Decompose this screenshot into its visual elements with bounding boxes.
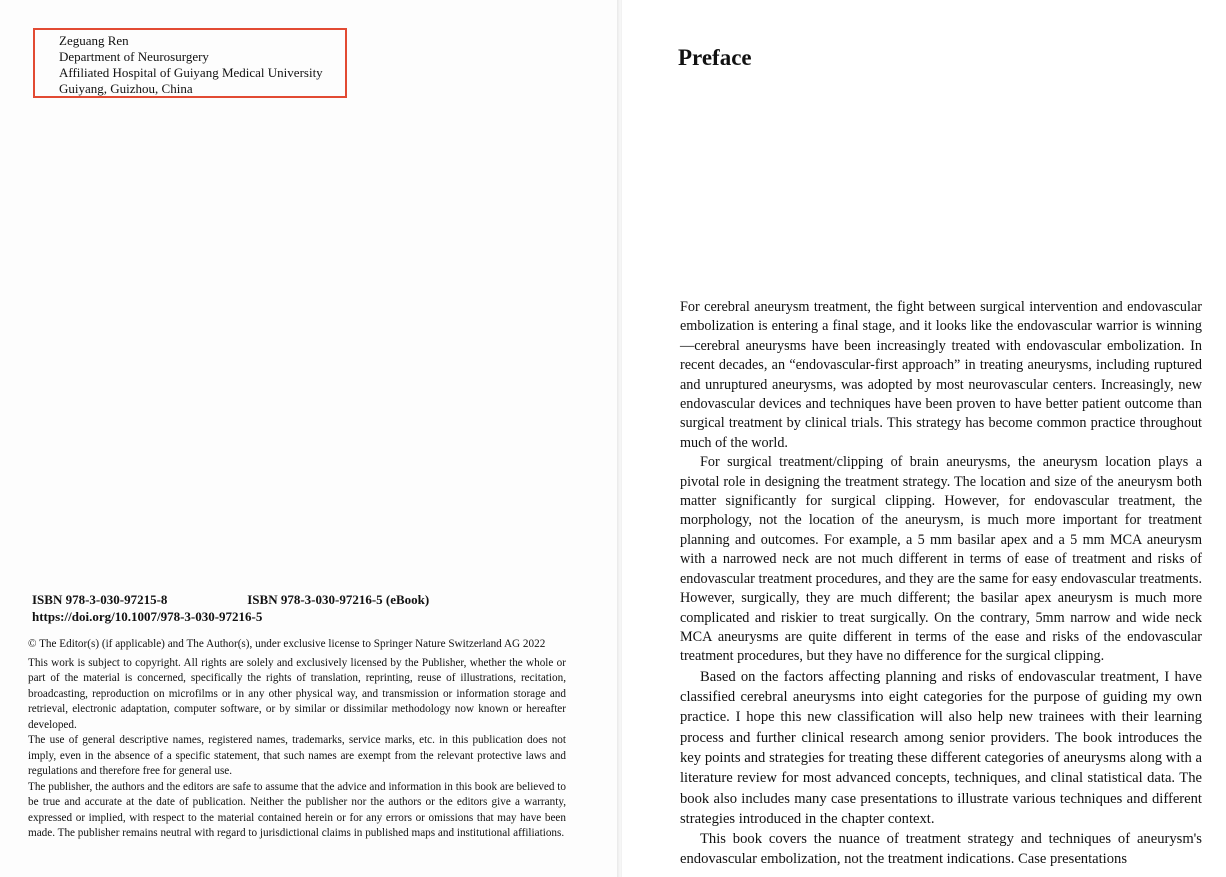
copyright-paragraph: The publisher, the authors and the editors are safe to assume that the advice and information in this book are believed to be true and accurate at the date of publication. Neither the publisher nor the authors or the editors give a warranty, expressed or implied, with respect to the material contained herein or for any errors or omissions that may have been made. The publisher remains neutral with regard to jurisdictional claims in published maps and institutional affiliations.	[28, 780, 566, 839]
preface-paragraph: Based on the factors affecting planning and risks of endovascular treatment, I have classified cerebral aneurysms into eight categories for the purpose of guiding my own practice. I hope this new classification will also help new trainees with their learning process and further clinical research among senior providers. The book introduces the key points and strategies for treating these different categories of aneurysms along with a literature review for most advanced concepts, techniques, and clinal statistical data. The book also includes many case presentations to illustrate various techniques and different strategies introduced in the chapter context.	[680, 668, 1202, 827]
copyright-line: © The Editor(s) (if applicable) and The Author(s), under exclusive license to Springer Nature Switzerland AG 2022	[28, 638, 546, 650]
author-name: Zeguang Ren	[59, 33, 129, 48]
isbn-ebook: ISBN 978-3-030-97216-5 (eBook)	[247, 592, 430, 607]
isbn-block	[32, 591, 572, 625]
preface-paragraph: For surgical treatment/clipping of brain aneurysms, the aneurysm location plays a pivotal role in designing the treatment strategy. The location and size of the aneurysm both matter significantly for surgical clipping. However, for endovascular treatment, the morphology, not the location of the aneurysm, is much more important for treatment planning and outcomes. For example, a 5 mm basilar apex and a 5 mm MCA aneurysm with a narrowed neck are not much different in terms of ease of treatment and risks of endovascular treatment procedures, and they are the same for easy endovascular treatments. However, surgically, they are much different; the basilar apex aneurysm is much more complicated and riskier to treat surgically. On the contrary, 5mm narrow and wide neck MCA aneurysms are quite different in terms of the ease and risks of the endovascular treatment procedures, but they have no difference for the surgical clipping.	[680, 454, 1202, 665]
page-title: Preface	[678, 45, 752, 70]
hospital: Affiliated Hospital of Guiyang Medical University	[59, 65, 323, 80]
preface-paragraph: This book covers the nuance of treatment strategy and techniques of aneurysm's endovascular embolization, not the treatment indications. Case presentations	[680, 831, 1202, 868]
copyright-paragraph: This work is subject to copyright. All rights are solely and exclusively licensed by the Publisher, whether the whole or part of the material is concerned, specifically the rights of translation, reprinting, reuse of illustrations, recitation, broadcasting, reproduction on microfilms or in any other physical way, and transmission or information storage and retrieval, electronic adaptation, computer software, or by similar or dissimilar methodology now known or hereafter developed.	[28, 656, 566, 731]
isbn-print: ISBN 978-3-030-97215-8	[32, 592, 168, 607]
author-address-box	[33, 28, 347, 98]
city: Guiyang, Guizhou, China	[59, 81, 193, 96]
preface-body	[680, 298, 1202, 870]
department: Department of Neurosurgery	[59, 49, 209, 64]
preface-paragraph: For cerebral aneurysm treatment, the fight between surgical intervention and endovascular embolization is entering a final stage, and it looks like the endovascular warrior is winning—cerebral aneurysms have been increasingly treated with endovascular embolization. In recent decades, an “endovascular-first approach” in treating aneurysms, including ruptured and unruptured aneurysms, was adopted by most neurovascular centers. Increasingly, new endovascular devices and techniques have been proven to have better patient outcome than surgical treatment by clinical trials. This strategy has become common practice throughout much of the world.	[680, 299, 1202, 451]
doi-link[interactable]: https://doi.org/10.1007/978-3-030-97216-5	[32, 609, 263, 624]
copyright-paragraph: The use of general descriptive names, registered names, trademarks, service marks, etc. in this publication does not imply, even in the absence of a specific statement, that such names are exempt from the relevant protective laws and regulations and therefore free for general use.	[28, 734, 566, 777]
copyright-notice	[28, 637, 566, 842]
right-page	[622, 0, 1226, 877]
